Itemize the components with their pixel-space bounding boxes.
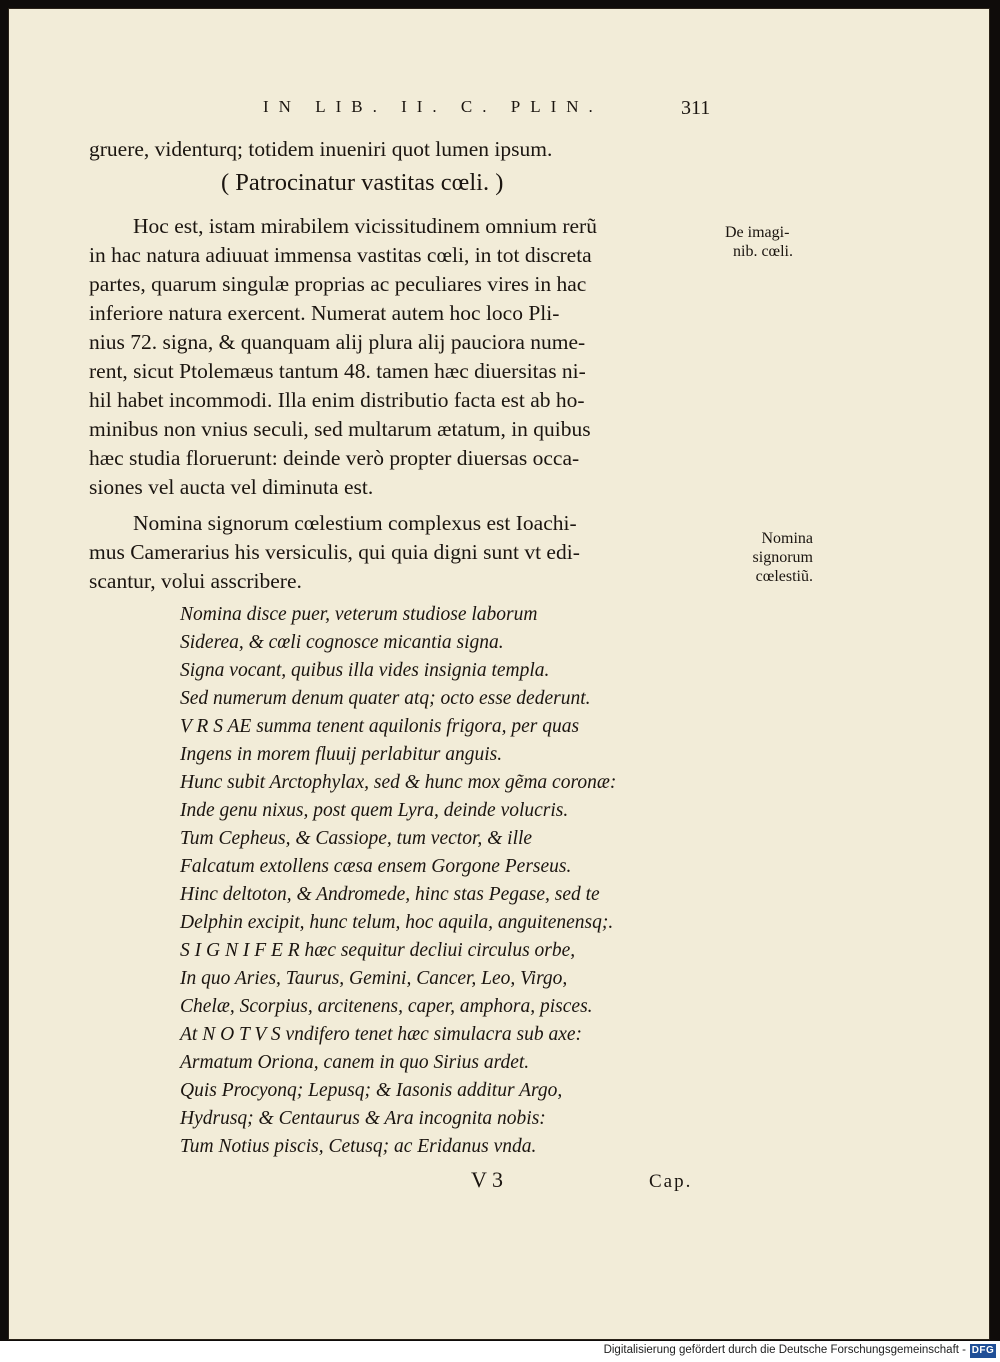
verse-line: Signa vocant, quibus illa vides insignia templa. — [180, 660, 550, 681]
text-line: inferiore natura exercent. Numerat autem hoc loco Pli- — [89, 301, 560, 325]
text-line: partes, quarum singulæ proprias ac peculiares vires in hac — [89, 272, 587, 296]
verse-line: Armatum Oriona, canem in quo Sirius ardet. — [180, 1052, 530, 1073]
text-line: Nomina signorum cœlestium complexus est Ioachi- — [133, 511, 577, 535]
credit-text: Digitalisierung gefördert durch die Deutsche Forschungsgemeinschaft - — [603, 1344, 966, 1356]
verse-line: Quis Procyonq; Lepusq; & Iasonis additur Argo, — [180, 1080, 563, 1101]
verse-line: Tum Cepheus, & Cassiope, tum vector, & ille — [180, 828, 533, 849]
verse-line: Nomina disce puer, veterum studiose laborum — [180, 604, 538, 625]
text-line: hil habet incommodi. Illa enim distributio facta est ab ho- — [89, 388, 585, 412]
verse-line: At N O T V S vndifero tenet hæc simulacra sub axe: — [180, 1024, 583, 1045]
digitization-footer — [0, 1341, 1000, 1362]
book-page — [8, 8, 990, 1340]
margin-note-line: Nomina — [761, 530, 813, 547]
text-line: rent, sicut Ptolemæus tantum 48. tamen hæc diuersitas ni- — [89, 359, 586, 383]
verse-line: Hinc deltoton, & Andromede, hinc stas Pegase, sed te — [180, 884, 600, 905]
verse-line: In quo Aries, Taurus, Gemini, Cancer, Leo, Virgo, — [180, 968, 568, 989]
margin-note-line: signorum — [752, 549, 813, 566]
dfg-logo: DFG — [971, 1345, 995, 1356]
text-line: hæc studia floruerunt: deinde verò propter diuersas occa- — [89, 446, 580, 470]
margin-note-line: nib. cœli. — [733, 243, 793, 260]
lemma-heading: ( Patrocinatur vastitas cœli. ) — [221, 169, 504, 196]
verse-line: Chelæ, Scorpius, arcitenens, caper, amphora, pisces. — [180, 996, 593, 1017]
verse-line: S I G N I F E R hæc sequitur decliui circulus orbe, — [180, 940, 576, 961]
verse-line: Delphin excipit, hunc telum, hoc aquila, anguitenensq;. — [180, 912, 614, 933]
text-line: scantur, volui asscribere. — [89, 569, 302, 593]
text-line: mus Camerarius his versiculis, qui quia digni sunt vt edi- — [89, 540, 580, 564]
text-line: in hac natura adiuuat immensa vastitas cœli, in tot discreta — [89, 243, 592, 267]
margin-note-line: cœlestiũ. — [755, 568, 813, 585]
text-line: Hoc est, istam mirabilem vicissitudinem omnium rerũ — [133, 214, 597, 238]
verse-line: Tum Notius piscis, Cetusq; ac Eridanus vnda. — [180, 1136, 537, 1157]
verse-line: Ingens in morem fluuij perlabitur anguis. — [180, 744, 503, 765]
margin-note — [725, 223, 835, 261]
verse-line: V R S AE summa tenent aquilonis frigora, per quas — [180, 716, 580, 737]
catchword: Cap. — [649, 1171, 693, 1192]
text-line: gruere, videnturq; totidem inueniri quot lumen ipsum. — [89, 137, 553, 161]
text-line: nius 72. signa, & quanquam alij plura alij pauciora nume- — [89, 330, 586, 354]
verse-line: Falcatum extollens cæsa ensem Gorgone Perseus. — [180, 856, 572, 877]
verse-line: Hydrusq; & Centaurus & Ara incognita nobis: — [180, 1108, 546, 1129]
page-number: 311 — [681, 97, 711, 119]
signature-mark: V 3 — [471, 1167, 503, 1192]
text-line: siones vel aucta vel diminuta est. — [89, 475, 374, 499]
verse-line: Hunc subit Arctophylax, sed & hunc mox gẽma coronæ: — [180, 772, 617, 793]
margin-note — [723, 529, 813, 586]
margin-note-line: De imagi- — [725, 224, 790, 241]
running-head: IN LIB. II. C. PLIN. — [263, 97, 603, 116]
verse-line: Sed numerum denum quater atq; octo esse dederunt. — [180, 688, 591, 709]
text-line: minibus non vnius seculi, sed multarum ætatum, in quibus — [89, 417, 591, 441]
verse-line: Siderea, & cœli cognosce micantia signa. — [180, 632, 504, 653]
verse-line: Inde genu nixus, post quem Lyra, deinde volucris. — [180, 800, 569, 821]
